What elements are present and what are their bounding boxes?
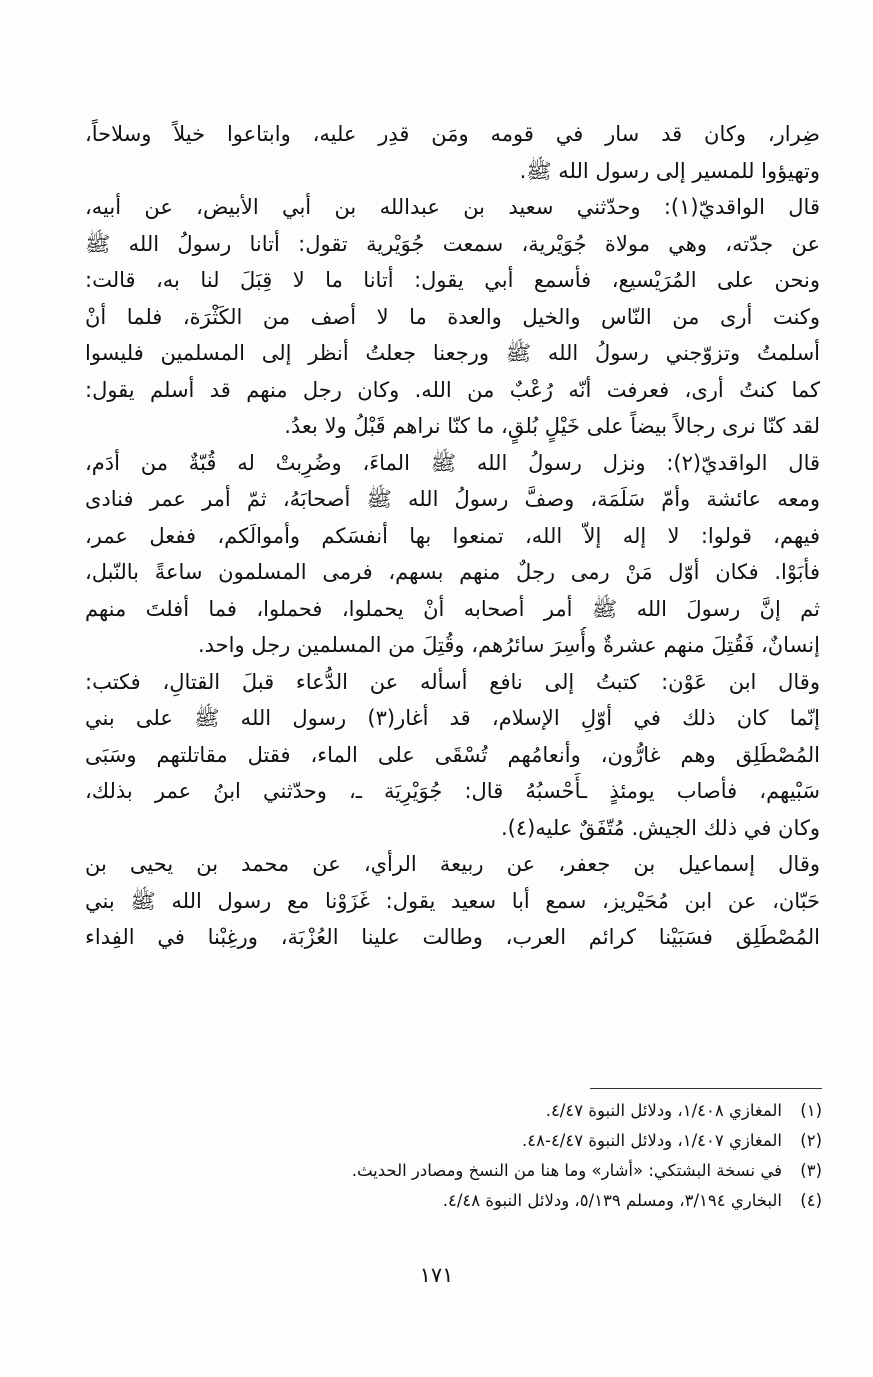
text-line: وقال إسماعيل بن جعفر، عن ربيعة الرأي، عن محمد بن يحيى بن [85,852,820,876]
footnote-text: المغازي ١/٤٠٧، ودلائل النبوة ٤/٤٧-٤٨. [521,1131,782,1150]
footnote-number: (١) [800,1101,822,1120]
text-line: فأبَوْا. فكان أوّل مَنْ رمى رجلٌ منهم بسهم، فرمى المسلمون ساعةً بالنّبل، [85,560,820,584]
page-number: ١٧١ [419,1263,454,1287]
text-line: لقد كنّا نرى رجالاً بيضاً على خَيْلٍ بُلقٍ، ما كنّا نراهم قَبْلُ ولا بعدُ. [284,414,820,438]
text-line: سَبْيهم، فأصاب يومئذٍ ـأَحْسبُهُ قال: جُوَيْرِيَة ـ، وحدّثني ابنُ عمر بذلك، [85,779,820,803]
footnote-divider [590,1088,822,1089]
text-line: عن جدّته، وهي مولاة جُوَيْرية، سمعت جُوَيْرية تقول: أتانا رسولُ الله ﷺ [85,231,820,256]
text-line: ومعه عائشة وأمّ سَلَمَة، وصفَّ رسولُ الله ﷺ أصحابَهُ، ثمّ أمر عمر فنادى [85,487,820,511]
text-line: وكان في ذلك الجيش. مُتّفَقٌ عليه(٤). [500,815,820,840]
footnote-item [120,1126,822,1156]
text-line: ونحن على المُرَيْسيع، فأسمع أبي يقول: أتانا ما لا قِبَلَ لنا به، قالت: [85,268,820,292]
text-line: أسلمتُ وتزوّجني رسولُ الله ﷺ ورجعنا جعلتُ أنظر إلى المسلمين فليسوا [85,341,820,365]
footnote-number: (٤) [800,1191,822,1210]
text-line: إنّما كان ذلك في أوّلِ الإسلام، قد أغار(٣) رسول الله ﷺ على بني [85,706,820,730]
text-line: كما كنتُ أرى، فعرفت أنّه رُعْبٌ من الله. وكان رجل منهم قد أسلم يقول: [85,377,820,402]
text-line: المُصْطَلِق فسَبَيْنا كرائم العرب، وطالت علينا العُزْبَة، ورغِبْنا في الفِداء [85,925,820,949]
text-line: إنسانٌ، فَقُتِلَ منهم عشرةٌ وأُسِرَ سائرُهم، وقُتِلَ من المسلمين رجل واحد. [197,633,820,657]
text-line: ضِرار، وكان قد سار في قومه ومَن قدِر عليه، وابتاعوا خيلاً وسلاحاً، [85,122,820,146]
text-line: المُصْطَلِق وهم غارُّون، وأنعامُهم تُسْقَى على الماء، فقتل مقاتلتهم وسَبَى [85,742,820,767]
main-text [85,116,820,956]
footnote-item [120,1186,822,1216]
text-line: ثم إنَّ رسولَ الله ﷺ أمر أصحابه أنْ يحملوا، فحملوا، فما أفلتَ منهم [85,596,820,621]
footnote-number: (٢) [800,1131,822,1150]
footnote-item [120,1096,822,1126]
footnote-text: المغازي ١/٤٠٨، ودلائل النبوة ٤/٤٧. [545,1101,782,1120]
text-line: وكنت أرى من النّاس والخيل والعدة ما لا أصف من الكَثْرَة، فلما أنْ [85,304,820,329]
footnote-item [120,1156,822,1186]
footnote-text: البخاري ٣/١٩٤، ومسلم ٥/١٣٩، ودلائل النبوة ٤/٤٨. [442,1191,782,1210]
text-line: فيهم، قولوا: لا إله إلاّ الله، تمنعوا بها أنفسَكم وأموالَكم، ففعل عمر، [85,523,820,548]
text-line: قال الواقديّ(٢): ونزل رسولُ الله ﷺ الماءَ، وضُرِبتْ له قُبّةٌ من أدَم، [85,450,820,475]
text-line: قال الواقديّ(١): وحدّثني سعيد بن عبدالله بن أبي الأبيض، عن أبيه، [85,195,820,219]
footnote-text: في نسخة البشتكي: «أشار» وما هنا من النسخ ومصادر الحديث. [351,1161,782,1180]
text-line: وتهيؤوا للمسير إلى رسول الله ﷺ. [519,158,820,183]
text-line: وقال ابن عَوْن: كتبتُ إلى نافع أسأله عن الدُّعاء قبلَ القتالِ، فكتب: [85,669,820,694]
footnotes [120,1096,822,1216]
text-line: حَبّان، عن ابن مُحَيْريز، سمع أبا سعيد يقول: غَزَوْنا مع رسول الله ﷺ بني [85,888,820,913]
footnote-number: (٣) [800,1161,822,1180]
